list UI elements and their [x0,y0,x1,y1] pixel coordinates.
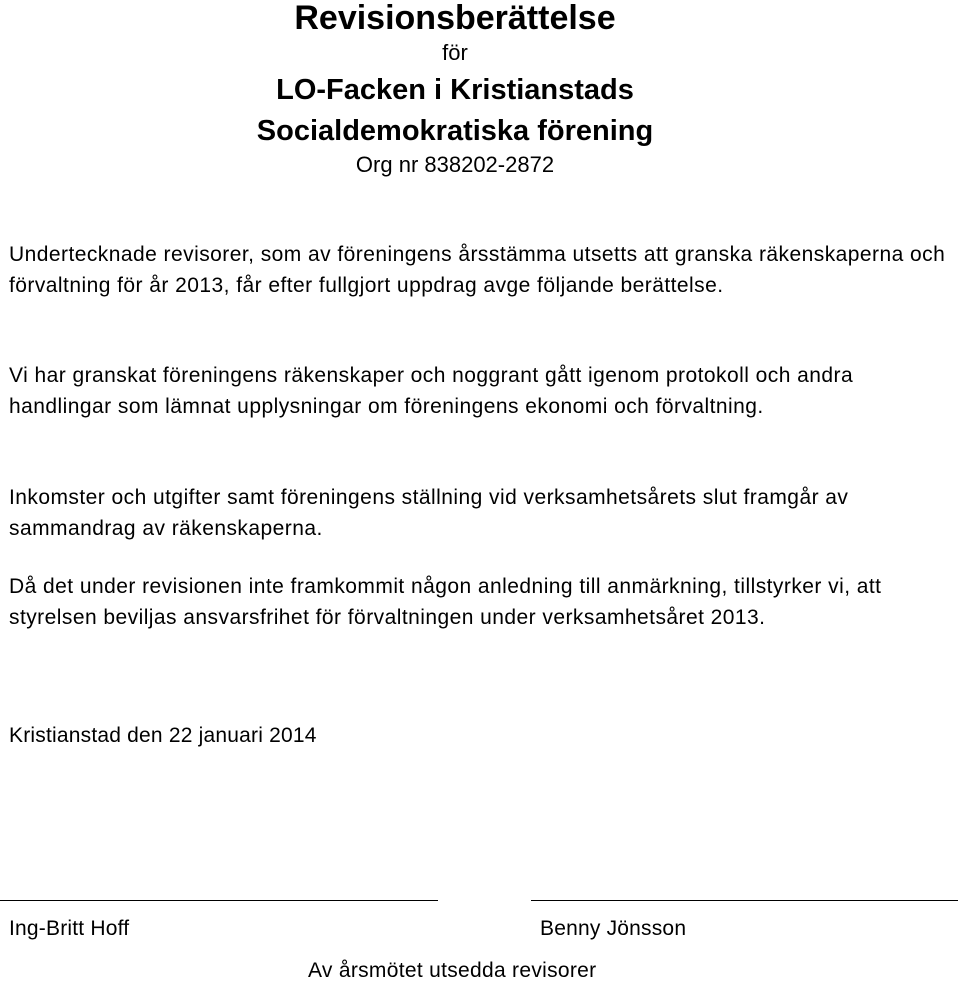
paragraph-review: Vi har granskat föreningens räkenskaper och noggrant gått igenom protokoll och andra handlingar som lämnat upplysningar om föreningens ekonomi och förvaltning. [9,364,854,418]
signatory-name-left: Ing-Britt Hoff [9,917,130,940]
paragraph-conclusion: Då det under revisionen inte framkommit någon anledning till anmärkning, tillstyrker vi, att styrelsen beviljas ansvarsfrihet för förvaltningen under verksamhetsåret 2013. [9,575,882,629]
organization-number: Org nr 838202-2872 [355,152,555,177]
paragraph-finances: Inkomster och utgifter samt föreningens ställning vid verksamhetsårets slut framgår av sammandrag av räkenskaperna. [9,486,849,540]
organization-name-line1: LO-Facken i Kristianstads [276,74,634,106]
signatories-caption: Av årsmötet utsedda revisorer [308,959,597,982]
organization-name-line2: Socialdemokratiska förening [256,115,654,147]
for-line: för [442,40,468,65]
signature-line-right [531,900,958,901]
paragraph-intro: Undertecknade revisorer, som av föreningens årsstämma utsetts att granska räkenskaperna och förvaltning för år 2013, får efter fullgjort uppdrag avge följande berättelse. [9,243,946,297]
place-and-date: Kristianstad den 22 januari 2014 [9,724,317,747]
signatory-name-right: Benny Jönsson [540,917,687,940]
document-title: Revisionsberättelse [294,0,616,37]
signature-line-left [0,900,438,901]
